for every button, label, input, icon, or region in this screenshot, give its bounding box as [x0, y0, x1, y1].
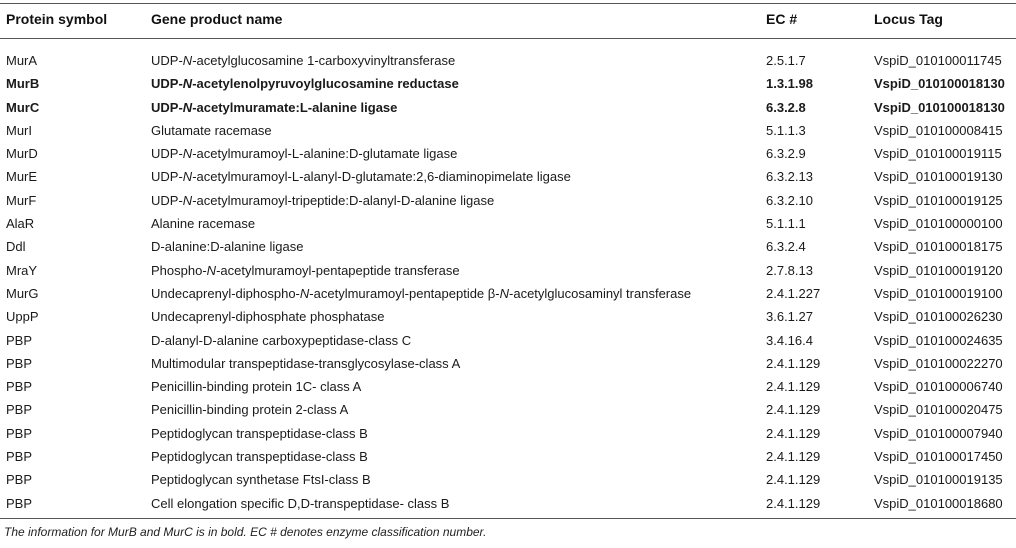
protein-symbol-cell: Ddl: [6, 239, 26, 255]
ec-number-cell: 2.4.1.129: [766, 472, 821, 488]
protein-symbol-cell: AlaR: [6, 216, 35, 232]
protein-symbol-cell: PBP: [6, 402, 33, 418]
ec-number-cell: 2.4.1.129: [766, 425, 821, 441]
gene-product-name-cell: Phospho-N-acetylmuramoyl-pentapeptide transferase: [151, 262, 460, 278]
gene-product-name-cell: Peptidoglycan transpeptidase-class B: [151, 449, 368, 465]
table-row: [0, 49, 1016, 72]
table-row: [0, 492, 1016, 515]
ec-number-cell: 6.3.2.9: [766, 146, 806, 162]
gene-product-name-cell: Penicillin-binding protein 1C- class A: [151, 379, 362, 395]
table-row: [0, 422, 1016, 445]
locus-tag-cell: VspiD_010100018130: [874, 99, 1005, 115]
table-row: [0, 235, 1016, 258]
locus-tag-cell: VspiD_010100018130: [874, 76, 1005, 92]
locus-tag-cell: VspiD_010100019115: [874, 146, 1002, 162]
protein-symbol-cell: MurF: [6, 192, 37, 208]
gene-product-name-cell: UDP-N-acetylmuramoyl-L-alanyl-D-glutamate:2,6-diaminopimelate ligase: [151, 169, 571, 185]
table-row: [0, 142, 1016, 165]
protein-symbol-cell: PBP: [6, 379, 33, 395]
locus-tag-cell: VspiD_010100006740: [874, 379, 1003, 395]
table-row: [0, 468, 1016, 491]
table-row: [0, 96, 1016, 119]
protein-symbol-cell: MurC: [6, 99, 40, 115]
table-row: [0, 329, 1016, 352]
header-protein-symbol: Protein symbol: [6, 11, 108, 27]
table-row: [0, 375, 1016, 398]
ec-number-cell: 2.4.1.129: [766, 402, 821, 418]
table-row: [0, 72, 1016, 95]
table-row: [0, 119, 1016, 142]
locus-tag-cell: VspiD_010100019120: [874, 262, 1003, 278]
locus-tag-cell: VspiD_010100020475: [874, 402, 1003, 418]
header-locus-tag: Locus Tag: [874, 11, 943, 27]
protein-symbol-cell: MurA: [6, 53, 38, 68]
locus-tag-cell: VspiD_010100017450: [874, 449, 1003, 465]
gene-product-name-cell: Penicillin-binding protein 2-class A: [151, 402, 349, 418]
ec-number-cell: 5.1.1.1: [766, 216, 806, 232]
gene-product-name-cell: Peptidoglycan transpeptidase-class B: [151, 425, 368, 441]
gene-product-name-cell: UDP-N-acetylglucosamine 1-carboxyvinyltransferase: [151, 53, 456, 68]
ec-number-cell: 6.3.2.10: [766, 192, 813, 208]
locus-tag-cell: VspiD_010100011745: [874, 53, 1002, 68]
protein-symbol-cell: UppP: [6, 309, 39, 325]
bottom-rule: [0, 518, 1016, 519]
ec-number-cell: 2.4.1.129: [766, 495, 821, 511]
locus-tag-cell: VspiD_010100018175: [874, 239, 1003, 255]
header-rule: [0, 38, 1016, 39]
protein-symbol-cell: PBP: [6, 495, 33, 511]
protein-symbol-cell: MraY: [6, 262, 38, 278]
ec-number-cell: 6.3.2.13: [766, 169, 813, 185]
ec-number-cell: 6.3.2.8: [766, 99, 806, 115]
protein-symbol-cell: PBP: [6, 472, 33, 488]
ec-number-cell: 3.4.16.4: [766, 332, 813, 348]
locus-tag-cell: VspiD_010100008415: [874, 122, 1003, 138]
ec-number-cell: 6.3.2.4: [766, 239, 806, 255]
locus-tag-cell: VspiD_010100007940: [874, 425, 1003, 441]
locus-tag-cell: VspiD_010100000100: [874, 216, 1003, 232]
locus-tag-cell: VspiD_010100026230: [874, 309, 1003, 325]
gene-product-name-cell: UDP-N-acetylmuramoyl-L-alanine:D-glutamate ligase: [151, 146, 458, 162]
gene-product-name-cell: D-alanyl-D-alanine carboxypeptidase-class C: [151, 332, 412, 348]
protein-symbol-cell: PBP: [6, 449, 33, 465]
gene-product-name-cell: D-alanine:D-alanine ligase: [151, 239, 304, 255]
gene-product-name-cell: Cell elongation specific D,D-transpeptidase- class B: [151, 495, 450, 511]
ec-number-cell: 5.1.1.3: [766, 122, 806, 138]
ec-number-cell: 2.7.8.13: [766, 262, 813, 278]
header-ec-number: EC #: [766, 11, 798, 27]
locus-tag-cell: VspiD_010100019100: [874, 285, 1003, 301]
locus-tag-cell: VspiD_010100019125: [874, 192, 1003, 208]
protein-symbol-cell: PBP: [6, 425, 33, 441]
locus-tag-cell: VspiD_010100019135: [874, 472, 1003, 488]
ec-number-cell: 2.5.1.7: [766, 53, 806, 68]
gene-product-name-cell: Peptidoglycan synthetase FtsI-class B: [151, 472, 371, 488]
locus-tag-cell: VspiD_010100018680: [874, 495, 1003, 511]
table-row: [0, 305, 1016, 328]
ec-number-cell: 2.4.1.129: [766, 449, 821, 465]
table-footnote: The information for MurB and MurC is in bold. EC # denotes enzyme classification number.: [4, 525, 487, 539]
gene-product-name-cell: Undecaprenyl-diphospho-N-acetylmuramoyl-pentapeptide β-N-acetylglucosaminyl transferase: [151, 285, 692, 301]
gene-product-name-cell: UDP-N-acetylenolpyruvoylglucosamine reductase: [151, 76, 459, 92]
protein-symbol-cell: MurD: [6, 146, 38, 162]
ec-number-cell: 3.6.1.27: [766, 309, 813, 325]
gene-product-name-cell: Undecaprenyl-diphosphate phosphatase: [151, 309, 385, 325]
gene-product-name-cell: Multimodular transpeptidase-transglycosylase-class A: [151, 355, 461, 371]
ec-number-cell: 2.4.1.129: [766, 379, 821, 395]
table-row: [0, 398, 1016, 421]
table-body: [0, 49, 1016, 515]
table-row: [0, 212, 1016, 235]
ec-number-cell: 2.4.1.129: [766, 355, 821, 371]
ec-number-cell: 2.4.1.227: [766, 285, 821, 301]
top-rule: [0, 3, 1016, 4]
header-gene-product-name: Gene product name: [151, 11, 283, 27]
gene-product-name-cell: Alanine racemase: [151, 216, 256, 232]
protein-symbol-cell: MurB: [6, 76, 40, 92]
gene-product-name-cell: UDP-N-acetylmuramate:L-alanine ligase: [151, 99, 398, 115]
locus-tag-cell: VspiD_010100019130: [874, 169, 1003, 185]
locus-tag-cell: VspiD_010100022270: [874, 355, 1003, 371]
ec-number-cell: 1.3.1.98: [766, 76, 813, 92]
protein-symbol-cell: MurE: [6, 169, 38, 185]
table-row: [0, 259, 1016, 282]
gene-product-name-cell: UDP-N-acetylmuramoyl-tripeptide:D-alanyl-D-alanine ligase: [151, 192, 495, 208]
protein-symbol-cell: PBP: [6, 355, 33, 371]
table-row: [0, 445, 1016, 468]
protein-symbol-cell: MurG: [6, 285, 39, 301]
protein-symbol-cell: MurI: [6, 122, 32, 138]
gene-product-name-cell: Glutamate racemase: [151, 122, 272, 138]
table-row: [0, 165, 1016, 188]
protein-symbol-cell: PBP: [6, 332, 33, 348]
locus-tag-cell: VspiD_010100024635: [874, 332, 1003, 348]
table-row: [0, 352, 1016, 375]
table-row: [0, 189, 1016, 212]
table-row: [0, 282, 1016, 305]
